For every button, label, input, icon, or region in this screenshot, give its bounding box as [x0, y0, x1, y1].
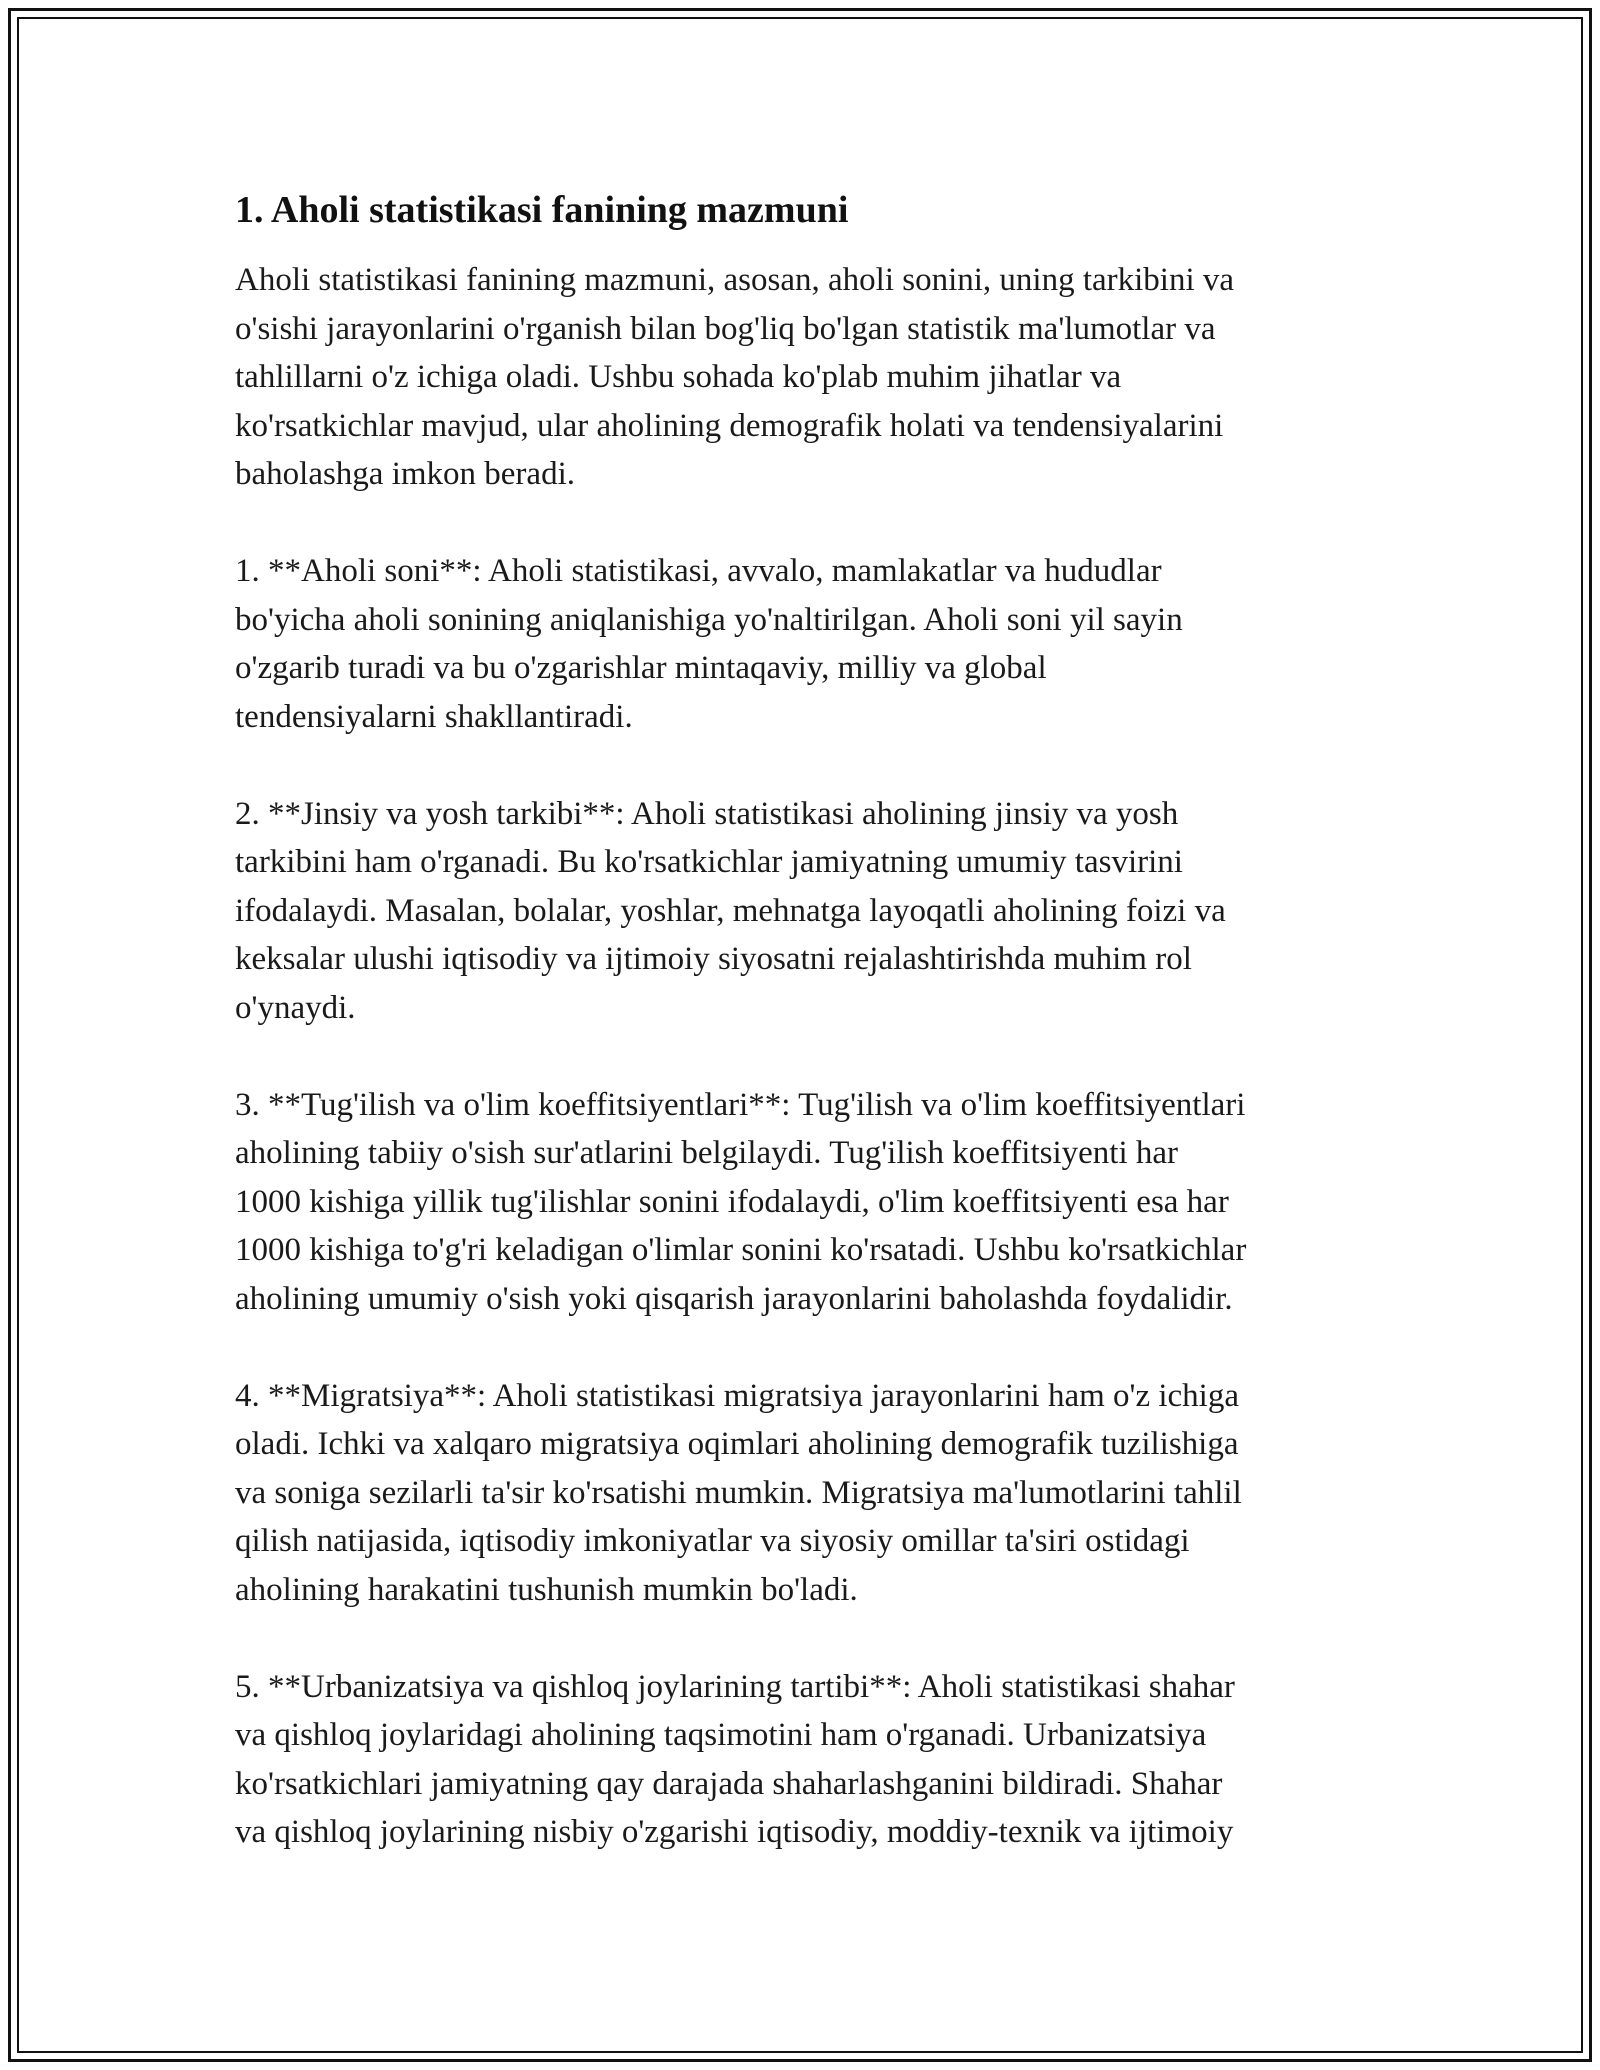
paragraph-aholi-soni: 1. **Aholi soni**: Aholi statistikasi, avvalo, mamlakatlar va hududlar bo'yicha aholi sonining aniqlanishiga yo'naltirilgan. Aholi soni yil sayin o'zgarib turadi va bu o'zgarishlar mintaqaviy, milliy va global tendensiyalarni shakllantiradi.: [235, 553, 1183, 735]
paragraph-urbanizatsiya: 5. **Urbanizatsiya va qishloq joylarining tartibi**: Aholi statistikasi shahar va qishloq joylaridagi aholining taqsimotini ham o'rganadi. Urbanizatsiya ko'rsatkichlari jamiyatning qay darajada shaharlashganini bildiradi. Shahar va qishloq joylarining nisbiy o'zgarishi iqtisodiy, moddiy-texnik va ijtimoiy: [235, 1668, 1235, 1850]
paragraph-tugilish-olim: 3. **Tug'ilish va o'lim koeffitsiyentlari**: Tug'ilish va o'lim koeffitsiyentlari aholining tabiiy o'sish sur'atlarini belgilaydi. Tug'ilish koeffitsiyenti har 1000 kishiga yillik tug'ilishlar sonini ifodalaydi, o'lim koeffitsiyenti esa har 1000 kishiga to'g'ri keladigan o'limlar sonini ko'rsatadi. Ushbu ko'rsatkichlar aholining umumiy o'sish yoki qisqarish jarayonlarini baholashda foydalidir.: [235, 1086, 1247, 1317]
page-title: 1. Aholi statistikasi fanining mazmuni: [235, 189, 849, 231]
intro-paragraph: Aholi statistikasi fanining mazmuni, asosan, aholi sonini, uning tarkibini va o'sishi jarayonlarini o'rganish bilan bog'liq bo'lgan statistik ma'lumotlar va tahlillarni o'z ichiga oladi. Ushbu sohada ko'plab muhim jihatlar va ko'rsatkichlar mavjud, ular aholining demografik holati va tendensiyalarini baholashga imkon beradi.: [235, 262, 1235, 492]
document-body: [235, 186, 1375, 1905]
paragraph-jinsiy-yosh-tarkibi: 2. **Jinsiy va yosh tarkibi**: Aholi statistikasi aholining jinsiy va yosh tarkibini ham o'rganadi. Bu ko'rsatkichlar jamiyatning umumiy tasvirini ifodalaydi. Masalan, bolalar, yoshlar, mehnatga layoqatli aholining foizi va keksalar ulushi iqtisodiy va ijtimoiy siyosatni rejalashtirishda muhim rol o'ynaydi.: [235, 795, 1226, 1026]
paragraph-migratsiya: 4. **Migratsiya**: Aholi statistikasi migratsiya jarayonlarini ham o'z ichiga oladi. Ichki va xalqaro migratsiya oqimlari aholining demografik tuzilishiga va soniga sezilarli ta'sir ko'rsatishi mumkin. Migratsiya ma'lumotlarini tahlil qilish natijasida, iqtisodiy imkoniyatlar va siyosiy omillar ta'siri ostidagi aholining harakatini tushunish mumkin bo'ladi.: [235, 1377, 1242, 1608]
